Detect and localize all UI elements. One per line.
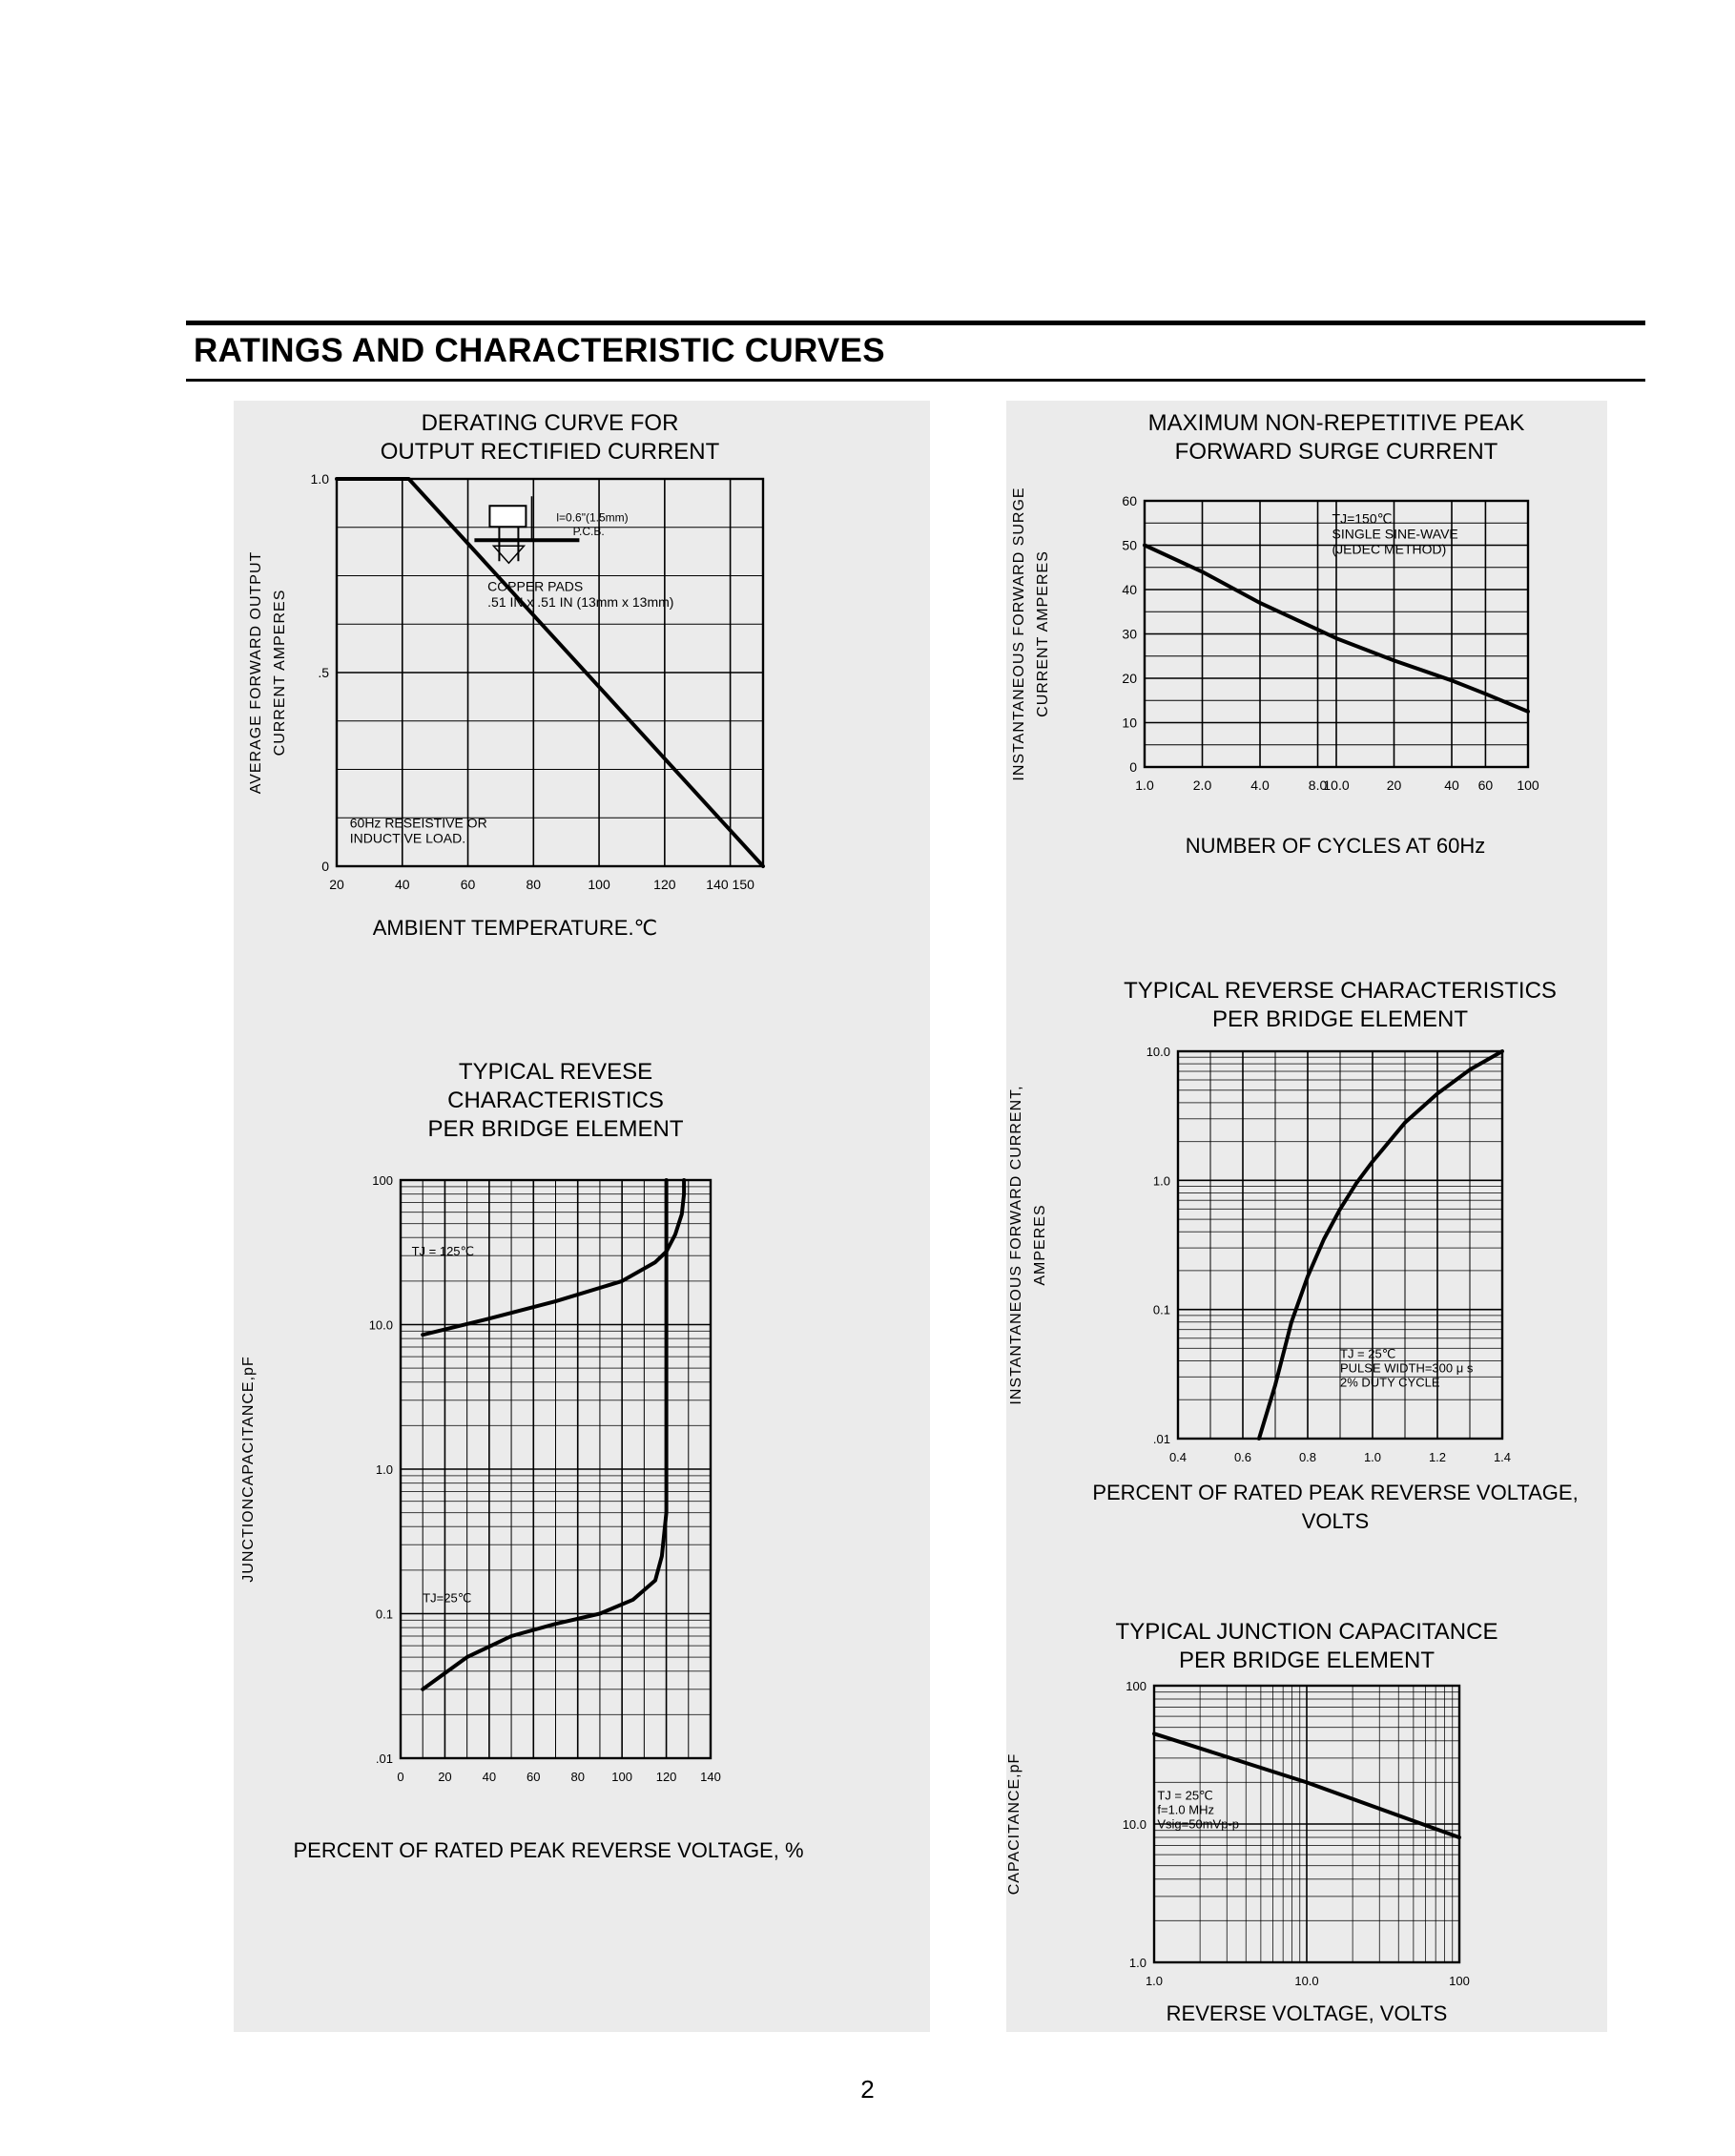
forward-title: PER BRIDGE ELEMENT <box>1211 1006 1469 1032</box>
derating-annotation: P.C.B. <box>572 524 605 538</box>
page-number: 2 <box>860 2075 875 2104</box>
derating-x-tick-label: 20 <box>329 877 344 892</box>
derating-x-axis-label: AMBIENT TEMPERATURE.℃ <box>372 916 658 940</box>
derating-annotation: .51 IN x .51 IN (13mm x 13mm) <box>487 593 674 610</box>
derating-x-tick-label: 80 <box>526 877 542 892</box>
derating-title: DERATING CURVE FOR <box>421 410 679 436</box>
surge-x-tick-label: 8.0 <box>1308 777 1328 793</box>
forward-x-tick-label: 0.8 <box>1298 1450 1317 1464</box>
capacitance-title: PER BRIDGE ELEMENT <box>1178 1648 1436 1673</box>
derating-x-tick-label: 60 <box>460 877 476 892</box>
forward-x-tick-label: 0.4 <box>1168 1450 1188 1464</box>
derating-title: OUTPUT RECTIFIED CURRENT <box>380 439 720 465</box>
forward-annotation: TJ = 25℃ <box>1340 1346 1396 1361</box>
surge-x-tick-label: 4.0 <box>1250 777 1270 793</box>
reverse-y-tick-label: 10.0 <box>368 1317 393 1333</box>
reverse-y-tick-label: 0.1 <box>375 1607 393 1622</box>
derating-x-tick-label: 140 150 <box>706 877 754 892</box>
reverse-x-tick-label: 100 <box>611 1770 632 1784</box>
reverse-title: CHARACTERISTICS <box>447 1088 664 1113</box>
reverse-x-tick-label: 140 <box>700 1770 721 1784</box>
reverse-annotation: TJ=25℃ <box>423 1590 472 1606</box>
reverse-title: PER BRIDGE ELEMENT <box>427 1116 684 1142</box>
surge-y-tick-label: 20 <box>1122 671 1137 686</box>
surge-x-tick-label: 100 <box>1517 777 1539 793</box>
surge-x-tick-label: 10.0 <box>1323 777 1350 793</box>
reverse-y-tick-label: 1.0 <box>375 1462 393 1477</box>
surge-title: FORWARD SURGE CURRENT <box>1174 439 1498 465</box>
capacitance-x-axis-label: REVERSE VOLTAGE, VOLTS <box>1166 2001 1448 2025</box>
pcb-mounting-sketch <box>474 496 579 563</box>
surge-x-axis-label: NUMBER OF CYCLES AT 60Hz <box>1185 834 1486 858</box>
capacitance-chart <box>1006 1619 1497 2025</box>
capacitance-annotation: f=1.0 MHz <box>1157 1802 1214 1817</box>
derating-x-tick-label: 120 <box>653 877 676 892</box>
capacitance-x-tick-label: 10.0 <box>1294 1974 1319 1988</box>
forward-x-tick-label: 0.6 <box>1233 1450 1252 1464</box>
derating-chart <box>248 410 763 940</box>
page-heading: RATINGS AND CHARACTERISTIC CURVES <box>194 332 885 369</box>
reverse-chart <box>240 1059 804 1862</box>
capacitance-y-tick-label: 10.0 <box>1122 1817 1146 1832</box>
reverse-x-tick-label: 0 <box>397 1770 404 1784</box>
forward-title: TYPICAL REVERSE CHARACTERISTICS <box>1124 978 1557 1004</box>
reverse-annotation: TJ = 125℃ <box>411 1244 475 1259</box>
reverse-x-tick-label: 40 <box>482 1770 497 1784</box>
derating-annotation: 60Hz RESEISTIVE OR <box>349 815 487 831</box>
surge-y-axis-label: CURRENT AMPERES <box>1035 550 1051 717</box>
forward-x-tick-label: 1.2 <box>1428 1450 1447 1464</box>
forward-x-tick-label: 1.0 <box>1363 1450 1382 1464</box>
surge-x-tick-label: 40 <box>1444 777 1459 793</box>
reverse-y-tick-label: 100 <box>372 1173 393 1188</box>
surge-y-tick-label: 0 <box>1129 759 1137 775</box>
forward-y-tick-label: 10.0 <box>1146 1045 1170 1059</box>
surge-y-tick-label: 10 <box>1122 715 1137 731</box>
capacitance-annotation: Vsig=50mVp-p <box>1157 1816 1240 1832</box>
reverse-x-axis-label: PERCENT OF RATED PEAK REVERSE VOLTAGE, % <box>293 1838 804 1862</box>
surge-y-tick-label: 60 <box>1122 493 1137 508</box>
reverse-x-tick-label: 20 <box>438 1770 452 1784</box>
derating-annotation: INDUCTIVE LOAD. <box>349 830 466 846</box>
surge-y-axis-label: INSTANTANEOUS FORWARD SURGE <box>1011 487 1027 781</box>
forward-x-axis-label: PERCENT OF RATED PEAK REVERSE VOLTAGE, <box>1092 1481 1579 1504</box>
surge-x-tick-label: 60 <box>1477 777 1494 793</box>
surge-y-tick-label: 30 <box>1122 626 1137 642</box>
capacitance-annotation: TJ = 25℃ <box>1157 1788 1213 1803</box>
forward-y-tick-label: .01 <box>1152 1432 1170 1446</box>
surge-annotation: TJ=150℃ <box>1332 510 1393 527</box>
derating-annotation: l=0.6"(1.5mm) <box>556 510 629 525</box>
surge-annotation: SINGLE SINE-WAVE <box>1332 526 1458 542</box>
forward-chart <box>1008 978 1579 1533</box>
reverse-title: TYPICAL REVESE <box>458 1059 653 1085</box>
surge-x-tick-label: 1.0 <box>1135 777 1154 793</box>
derating-y-tick-label: 0 <box>321 859 329 874</box>
surge-annotation: (JEDEC METHOD) <box>1332 541 1447 557</box>
surge-y-tick-label: 50 <box>1122 537 1137 553</box>
derating-x-tick-label: 100 <box>588 877 610 892</box>
capacitance-y-axis-label: CAPACITANCE,pF <box>1006 1752 1022 1896</box>
derating-y-tick-label: 1.0 <box>310 471 329 487</box>
surge-x-tick-label: 20 <box>1386 777 1402 793</box>
forward-y-tick-label: 0.1 <box>1152 1302 1170 1317</box>
forward-y-tick-label: 1.0 <box>1152 1173 1170 1189</box>
reverse-y-tick-label: .01 <box>375 1752 393 1766</box>
forward-y-axis-label: INSTANTANEOUS FORWARD CURRENT, <box>1008 1085 1024 1405</box>
derating-x-tick-label: 40 <box>394 877 410 892</box>
derating-annotation: COPPER PADS <box>487 578 584 594</box>
forward-y-axis-label: AMPERES <box>1032 1204 1048 1286</box>
surge-x-tick-label: 2.0 <box>1192 777 1212 793</box>
reverse-x-tick-label: 80 <box>570 1770 585 1784</box>
reverse-x-tick-label: 120 <box>655 1770 677 1784</box>
capacitance-y-tick-label: 100 <box>1126 1679 1146 1693</box>
forward-annotation: 2% DUTY CYCLE <box>1340 1375 1440 1390</box>
capacitance-x-tick-label: 100 <box>1449 1974 1470 1988</box>
surge-y-tick-label: 40 <box>1122 582 1137 597</box>
reverse-y-axis-label: JUNCTIONCAPACITANCE,pF <box>240 1356 257 1583</box>
forward-annotation: PULSE WIDTH=300 μ s <box>1340 1360 1474 1376</box>
derating-y-axis-label: AVERAGE FORWARD OUTPUT <box>248 550 264 795</box>
capacitance-x-tick-label: 1.0 <box>1145 1974 1164 1988</box>
capacitance-y-tick-label: 1.0 <box>1128 1956 1146 1970</box>
reverse-x-tick-label: 60 <box>527 1770 541 1784</box>
derating-y-tick-label: .5 <box>318 665 329 680</box>
surge-title: MAXIMUM NON-REPETITIVE PEAK <box>1147 410 1525 436</box>
derating-y-axis-label: CURRENT AMPERES <box>272 589 288 757</box>
capacitance-title: TYPICAL JUNCTION CAPACITANCE <box>1115 1619 1498 1645</box>
forward-x-axis-label: VOLTS <box>1301 1509 1370 1533</box>
surge-chart <box>1011 410 1539 858</box>
forward-x-tick-label: 1.4 <box>1493 1450 1512 1464</box>
